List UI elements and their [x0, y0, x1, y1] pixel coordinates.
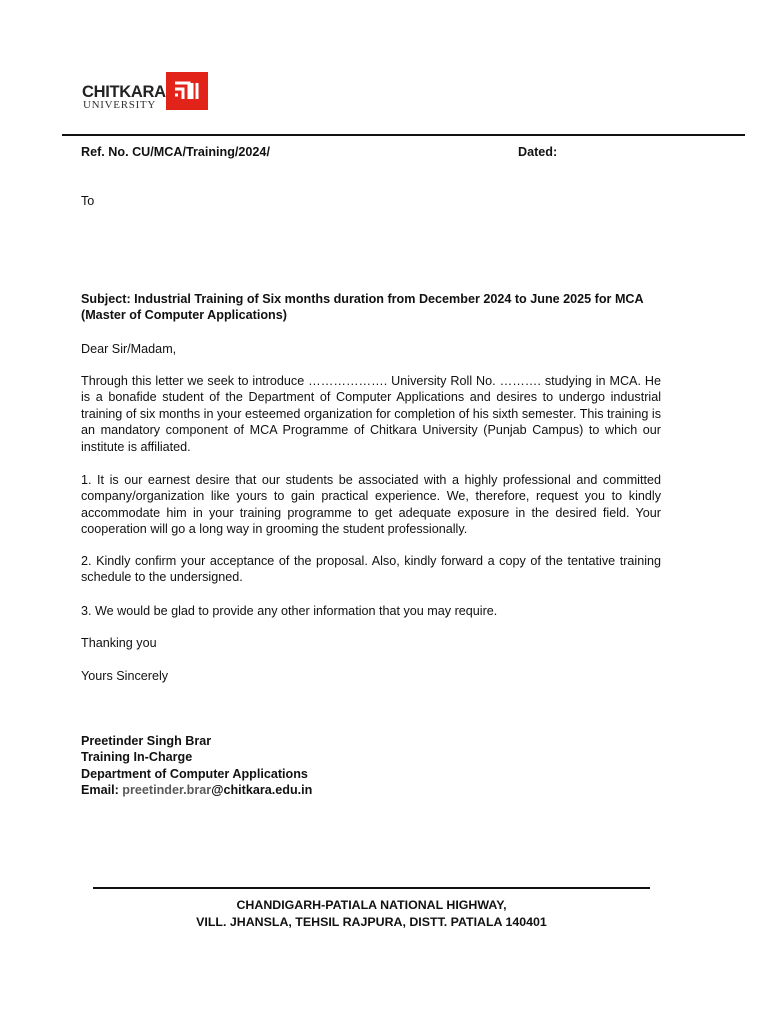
signature-block — [81, 733, 312, 799]
dated-label: Dated: — [518, 145, 558, 159]
body-paragraph-1: 1. It is our earnest desire that our students be associated with a highly professional and committed company/organization like yours to gain practical experience. We, therefore, request you to kindly accommodate him in your training programme to get adequate exposure in the desired field. Your cooperation will go a long way in grooming the student professionally. — [81, 473, 661, 537]
reference-number: Ref. No. CU/MCA/Training/2024/ — [81, 145, 270, 159]
body-paragraph-2: 2. Kindly confirm your acceptance of the proposal. Also, kindly forward a copy of the tentative training schedule to the undersigned. — [81, 554, 661, 585]
logo-subtitle: UNIVERSITY — [83, 99, 156, 111]
footer-address-line-1: CHANDIGARH-PATIALA NATIONAL HIGHWAY, — [236, 898, 507, 912]
closing-sincerely: Yours Sincerely — [81, 669, 169, 683]
subject-line-1: Subject: Industrial Training of Six months duration from December 2024 to June 2025 for MCA — [81, 292, 644, 306]
email-domain: @chitkara.edu.in — [211, 783, 313, 798]
subject-line-2: (Master of Computer Applications) — [81, 308, 287, 323]
salutation: Dear Sir/Madam, — [81, 342, 177, 356]
body-paragraph-intro: Through this letter we seek to introduce ………………. University Roll No. ………. studying in MCA. He is a bonafide student of the Department of Computer Applications and desires to undergo industrial training of six months in your esteemed organization for completion of his sixth semester. This training is an mandatory component of MCA Programme of Chitkara University (Punjab Campus) to which our institute is affiliated. — [81, 374, 661, 454]
body-paragraph-3: 3. We would be glad to provide any other information that you may require. — [81, 604, 498, 618]
footer-address — [93, 897, 650, 931]
footer-address-line-2: VILL. JHANSLA, TEHSIL RAJPURA, DISTT. PATIALA 140401 — [196, 915, 547, 929]
logo-emblem-icon — [166, 72, 208, 110]
header-divider — [62, 134, 745, 136]
footer-divider — [93, 887, 650, 889]
signatory-name: Preetinder Singh Brar — [81, 734, 212, 748]
university-logo — [82, 71, 210, 113]
email-user-link[interactable]: preetinder.brar — [122, 783, 212, 798]
signatory-title: Training In-Charge — [81, 750, 193, 765]
email-label: Email: — [81, 783, 123, 798]
logo-wordmark: CHITKARA — [82, 83, 166, 101]
subject-line — [81, 291, 661, 324]
signatory-email — [81, 782, 312, 798]
closing-thanks: Thanking you — [81, 636, 157, 650]
recipient-label: To — [81, 194, 95, 208]
signatory-department: Department of Computer Applications — [81, 766, 308, 781]
